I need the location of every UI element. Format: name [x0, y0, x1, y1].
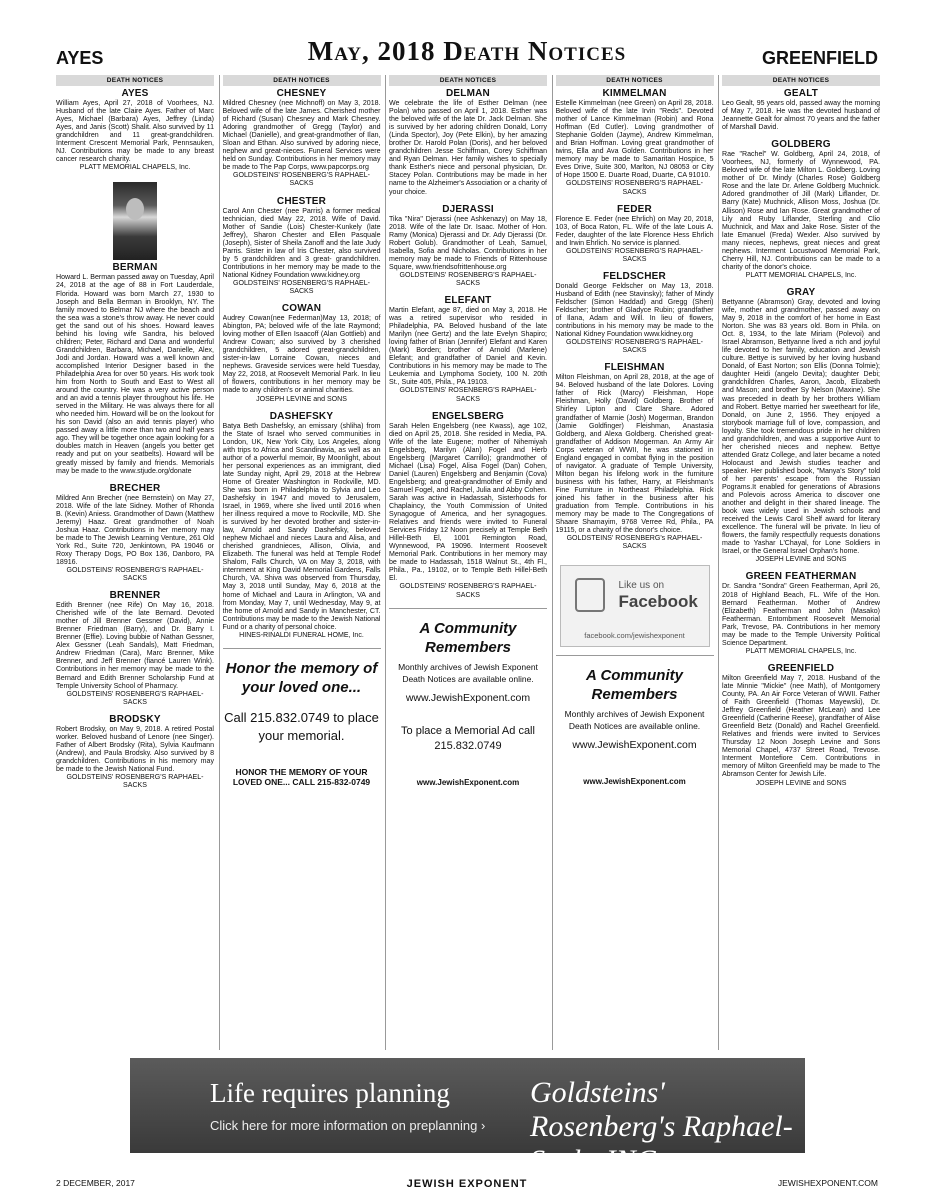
masthead-left-guide: AYES: [56, 48, 104, 68]
death-notice: [722, 287, 880, 565]
promo-call-text: Call 215.832.0749 to place your memorial.: [224, 709, 379, 743]
death-notice: [389, 204, 547, 288]
column-divider: [718, 75, 719, 1050]
funeral-home-signature: JOSEPH LEVINE and SONS: [755, 556, 847, 564]
notice-surname: GEALT: [783, 88, 819, 99]
notice-surname: DELMAN: [446, 88, 490, 99]
notice-body: We celebrate the life of Esther Delman (nee Polan) who passed on April 1, 2018. Esther was the beloved wife of the late Dr. Jack Delman. She is survived by her adoring children Donald, Lorry (Linda Spector), Joy (Pete Elkin), by her amazing brother Dr. Harold Polan (Doris), and her beloved grandchildren Jesse Schiffman, Corey Schiffman and Ryan Delman. Her family wishes to specially thank Esther's niece and personal physician, Dr. Stacey Polan. Contributions may be made in her name to the Alzheimer's Association or a charity of your choice.: [389, 100, 547, 196]
column-divider: [385, 75, 386, 1050]
notice-surname: BRODSKY: [109, 713, 161, 725]
death-notice: [722, 139, 880, 280]
page-title: May, 2018 Death Notices: [307, 36, 627, 66]
funeral-home-signature: GOLDSTEINS' ROSENBERG'S RAPHAEL-SACKS: [399, 271, 537, 287]
notice-body: Rae "Rachel" W. Goldberg, April 24, 2018, of Voorhees, NJ, formerly of Wynnewood, PA. Beloved wife of the late Milton L. Goldberg. Loving mother of Dr. Mindy (Charles Rose) Goldberg Rose and the late Dr. Arlene Goldberg Muchnick. Adored grandmother of Jill (Mark) Liflander, Dr. Barry (Kate) Muchnick, Allison Moss, Joshua (Dr. Allison) Rose and Ian Rose. Great grandmother of Lily and Ruby Liflander, Sterling and Clio Muchnick, and Max and Jake Rose. Sister of the late Emanuel (Freda) Wexler. Also survived by many nieces, nephews, great nieces and great nephews. Interment Locustwood Memorial Park, Cherry Hill, NJ. Contributions can be made to a charity of the donor's choice.: [722, 151, 880, 271]
death-notice: [722, 88, 880, 132]
notice-body: Milton Fleishman, on April 28, 2018, at the age of 94. Beloved husband of the late Dolores. Loving father of Rick (Marcy) Fleishman, Hope Fleishman, Holly (David) Goldberg. Brother of Shirley Lipton and Clare Share. Adored grandfather of Marnie (Josh) Mogerman, Brandon (Jamie Goldfinger) Fleishman, Anastasia Goldberg, and Alexa Goldberg. Cherished great-grandfather of Addison Mogerman. An Army Air Corps veteran of WWII, he was stationed in England engaged in combat flying in the position of navigator. A graduate of Temple University, Milton began his lifelong work in the furniture business with his father, Harry, at Fleishman's Fine Furniture in Northeast Philadelphia. Rick joined his father in the business after his graduation from Temple. Contributions in his memory may be made to The Congregations of Shaare Shamayim, 9768 Verree Rd, Phila., PA 19115, or a charity of the donor's choice.: [555, 374, 714, 535]
notice-body: Tika "Nira" Djerassi (nee Ashkenazy) on May 18, 2018. Wife of the late Dr. Isaac. Mother of Hon. Ramy (Monica) Djerassi and Dr. Ady Djerassi (Dr. Robert Golub). Grandmother of Leah, Samuel, Isabella, Sofia and Nicholas. Contributions in her memory may be made to Friends of Rittenhouse Square, www.friendsofrittenhouse.org: [389, 215, 547, 271]
facebook-like-label: Like us on: [618, 580, 665, 592]
notice-column-4: [556, 75, 714, 1055]
funeral-home-signature: JOSEPH LEVINE and SONS: [256, 395, 347, 403]
page-footer: [56, 1178, 878, 1194]
notice-body: Bettyanne (Abramson) Gray, devoted and loving wife, mother and grandmother, passed away on May 9, 2018 in the comfort of her home in East Norton. She was 83 years old. Born in Phila. on Oct. 8, 1934, to the late Miriam (Polevoi) and Israel Abramson, Bettyanne lived a rich and joyful life devoted to her family, education and Jewish culture. Bettye is survived by her loving husband Donald, of East Norton; son Ellis (Donna Tolmie); daughter Heidi (angelo Devita); daughter Debi; grandchildren Charles, Aaron, Jacob, Elizabeth and Mason; and brother Sy Nelson (Maxine). She was preceded in death by her brothers William and Robert. Bettye married her sweetheart for life, Donald, on June 2, 1956. They enjoyed a storybook marriage full of love, compassion, and loyalty. She took tremendous pride in her children and grandchildren, and was a supportive Aunt to her cherished nieces and nephew. Bettye attended Gratz College, and later became a noted Holocaust and Jewish studies teacher and speaker. Her published book, "Manya's Story" told of her parents' escape from the Russian Pograms.It enabled for generations of Abrasions and Polevois across America to discover one another and delight in their shared lineage. The book was widely used in Jewish schools and received the Lewis Carol Shelf award for literary excellence. The funeral will be private. In lieu of flowers, the family respectfully requests donations made to Yashar L'Chayal, for Lone Soldiers in Israel, or the General Israel Orphan's home.: [722, 298, 880, 556]
notice-body: Robert Brodsky, on May 9, 2018. A retired Postal worker. Beloved husband of Lenore (nee Singer). Father of Albert Brodsky (Rita), Sylvia Kaufmann (Andrew), and Paula Brodsky. Also survived by 8 grandchildren. Contributions in his memory may be made to the Jewish National Fund.: [56, 725, 214, 773]
notice-surname: AYES: [121, 88, 149, 99]
thumbs-up-icon: [575, 578, 605, 612]
notice-surname: GREEN FEATHERMAN: [745, 571, 857, 583]
death-notice: [56, 714, 214, 790]
column-divider: [219, 75, 220, 1050]
notice-body: Sarah Helen Engelsberg (nee Kwass), age 102, died on April 25, 2018. She resided in Media, PA. Wife of the late Eugene; mother of Nihemiyah Engelsberg, Marilyn (Alan) Fogel and Herb Engelsberg (Margaret Carrillo); grandmother of Michael (Lisa) Fogel, Alisa Fogel (Dan) Cohen, Daniel (Lauren) Engelsberg and Benjamin (Cova) Engelsberg; and great-grandmother of Emily and Samuel Fogel, and Rachel, Julia and Abby Cohen. Sarah was active in Hadassah, Sisterhoods for Chaplaincy, the Youth Commission of United Synagogue of America, and her synagogues. Relatives and friends were invited to Funeral Services Friday 12 Noon precisely at Temple Beth Hillel-Beth El, 1001 Remington Road, Wynnewood, PA 19096. Interment Roosevelt Memorial Park. Contributions in her memory may be made to Hadassah, 1518 Walnut St., 4th Fl., Phila., Pa., 19102, or to Temple Beth Hillel-Beth El.: [389, 422, 547, 583]
notice-surname: GRAY: [786, 286, 816, 298]
notice-body: Mildred Ann Brecher (nee Bernstein) on May 27, 2018. Wife of the late Sidney. Mother of Rhonda B. (Kevin) Aniess. Grandmother of Dawn (Matthew Jeremy) Haaz. Great grandmother of Noah Joshua Haaz. Contributions in her memory may be made to The Jewish Learning Venture, 261 Old York Rd., Suite 720, Jenkintown, PA 19046 or Roxy Therapy Dogs, PO Box 136, Danboro, PA 18916.: [56, 494, 214, 566]
promo-footer-text: HONOR THE MEMORY OF YOUR LOVED ONE... CALL 215-832-0749: [232, 766, 371, 787]
death-notice: [56, 182, 214, 475]
notice-surname: ELEFANT: [444, 294, 492, 306]
notice-body: Leo Gealt, 95 years old, passed away the morning of May 7, 2018. He was the devoted husband of Jeannette Gealt for almost 70 years and the father of Marshall David.: [722, 100, 880, 132]
column-header: DEATH NOTICES: [56, 75, 214, 86]
death-notice: [223, 196, 381, 297]
portrait-photo: [113, 182, 157, 260]
notice-body: Howard L. Berman passed away on Tuesday, April 24, 2018 at the age of 88 in Fort Lauderdale, Florida. Howard was born March 27, 1930 to Joseph and Bella Berman in Brooklyn, NY. The family moved to Belmar NJ where the beach and the sea was a stone's throw away. He never could get the sand out of his shoes. Howard leaves behind his loving wife Sandra, his beloved children; Peter, Richard and Dana and wonderful Grandchildren, Barbara, Michael, Danielle, Alex, Jodi and Jordan. Howard was a well known and accomplished Interior Designer based in the Philadelphia Area for over 50 years. His work took him from North to South and East to West all around the country. He was a very active person and an avid a tennis player throughout his life. He served in the Military. He was always there for all who needed him. Howard will be on the lookout for his son David (also an avid tennis player) who passed away a little more than two and half years ago. They will be together once again looking for a doubles match in Heaven (angels you better get ready and put on your seatbelts). Howard will be greatly missed by family and friends. Memorials may be made to the www.stjude.org/donate: [56, 274, 214, 475]
notice-body: Carol Ann Chester (nee Parris) a former medical technician, died May 22, 2018. Wife of David. Mother of Sandie (Lois) Chester-Kunkely (late Jeffrey), Sharon Chester and Ellen Pasquale (Joseph), Sister of Sheila Zanoff and the late Judy Parris. Sister in law of Iris Chester, also survived by 5 grandchildren and 3 great- grandchildren. Contributions in her memory may be made to the National Kidney Foundation www.kidney.org: [222, 207, 381, 279]
death-notice: [722, 571, 880, 655]
funeral-home-signature: GOLDSTEINS' ROSENBERG'S RAPHAEL-SACKS: [66, 774, 204, 790]
death-notice: [556, 271, 714, 355]
notice-body: Martin Elefant, age 87, died on May 3, 2018. He was a retired supervisor who resided in Philadelphia, PA. Beloved husband of the late Marilyn (nee Gertz) and the late Evelyn Shapiro; loving father of Brian (Jennifer) Elefant and Karen (Mark) Borden; brother of Arnold (Marlene) Elefant; and grandfather of Daniel and Kevin. Contributions in his memory may be made to The Leukemia and Lymphoma Society, 100 N. 20th St., Suite 405, Phila., PA 19103.: [389, 306, 547, 387]
banner-headline: Life requires planning: [210, 1078, 450, 1108]
notice-body: Estelle Kimmelman (nee Green) on April 28, 2018. Beloved wife of the late Irvin "Reds". Devoted mother of Lance Kimmelman (Robin) and Rona Hoffman (Ed Cutler). Loving grandmother of Stephanie Golden (Jayme), Andrew Kimmelman, and Brian Hoffman. Loving great grandmother of twins, Ella and Ava Golden. Contributions in her memory may be made to Samaritan Hospice, 5 Eves Drive, Suite 300, Marlton, NJ 08053 or City of Hope 1500 E. Duarte Road, Duarte, CA 91010.: [555, 100, 714, 180]
notice-surname: FELDSCHER: [603, 270, 666, 282]
notice-column-3: [389, 75, 547, 1055]
funeral-home-signature: HINES-RINALDI FUNERAL HOME, Inc.: [239, 631, 364, 639]
promo-headline: A Community Remembers: [419, 619, 517, 656]
death-notice: [223, 411, 381, 640]
column-divider: [552, 75, 553, 1050]
memorial-promo-box: [556, 655, 714, 786]
promo-website-link[interactable]: www.JewishExponent.com: [572, 739, 697, 752]
death-notice: [556, 362, 714, 551]
funeral-home-signature: GOLDSTEINS' ROSENBERG'S RAPHAEL-SACKS: [232, 172, 370, 188]
promo-headline: A Community Remembers: [586, 667, 683, 704]
notice-surname: GREENFIELD: [767, 662, 835, 674]
death-notice: [389, 295, 547, 404]
funeral-home-signature: PLATT MEMORIAL CHAPELS, Inc.: [79, 164, 191, 172]
notice-surname: BRENNER: [109, 590, 161, 602]
funeral-home-signature: GOLDSTEINS' ROSENBERG'S RAPHAEL-SACKS: [565, 247, 703, 263]
death-notice: [722, 663, 880, 788]
funeral-home-signature: JOSEPH LEVINE and SONS: [755, 779, 847, 787]
footer-publication: JEWISH EXPONENT: [406, 1178, 528, 1190]
notice-body: Florence E. Feder (nee Ehrlich) on May 20, 2018, 103, of Boca Raton, FL. Wife of the late Louis A. Feder, daughter of the late Florence Hess Ehrlich and Irwin Ehrlich. No service is planned.: [555, 215, 714, 247]
funeral-home-logo: Goldsteins' Rosenberg's Raphael-Sacks INC.: [530, 1076, 793, 1177]
notice-body: Milton Greenfield May 7, 2018. Husband of the late Minnie "Mickie" (nee Math), of Montgomery County, PA. An Air Force Veteran of WWII. Father of Faith Greenfield (Thomas Mayewski), Dr. Jeffrey Greenfield (Heather McLean) and Lee Greenfield (Catherine Reese), grandfather of Alise Greenfield Betz (Donald) and Rachel Greenfield. Relatives and friends were invited to Services Thursday 12 Noon Joseph Levine and Sons Memorial Chapel, 4737 Street Road, Trevose. Interment Montefiore Cem. Contributions in memory of Milton Greenfield may be made to The Abramson Center for Jewish Life.: [722, 674, 880, 779]
notice-surname: GOLDBERG: [771, 139, 831, 151]
death-notice: [389, 411, 547, 600]
masthead-right-guide: GREENFIELD: [761, 48, 878, 68]
notice-body: William Ayes, April 27, 2018 of Voorhees, NJ. Husband of the late Claire Ayes. Father of Marc Ayes, Michael (Barbara) Ayes, Jeffrey (Linda) Ayes, and Janis (Scott) Shalit. Also survived by 11 grandchildren and 11 great-grandchildren. Interment Crescent Memorial Park, Pennsauken, NJ. Contributions may be made to any breast cancer research charity.: [56, 100, 214, 164]
facebook-wordmark: Facebook: [618, 592, 698, 612]
promo-call-text: To place a Memorial Ad call 215.832.0749: [401, 724, 535, 752]
notice-surname: FEDER: [617, 203, 652, 215]
funeral-home-signature: PLATT MEMORIAL CHAPELS, Inc.: [745, 647, 857, 655]
preplanning-banner-ad[interactable]: [130, 1058, 805, 1177]
death-notice: [556, 204, 714, 264]
notice-surname: FLEISHMAN: [604, 362, 665, 374]
notice-body: Donald George Feldscher on May 13, 2018. Husband of Edith (nee Stavinsky); father of Mindy Feldscher (Simon Haddad) and Gregg (Sheri) Feldscher; brother of Gladyce Rubin; grandfather of Ilana, Adam and Will. In lieu of flowers, contributions in his memory may be made to the National Kidney Foundation www.kidney.org: [555, 282, 714, 339]
promo-website-link[interactable]: www.JewishExponent.com: [405, 691, 531, 704]
funeral-home-signature: PLATT MEMORIAL CHAPELS, Inc.: [745, 271, 857, 279]
death-notice: [56, 590, 214, 707]
notice-surname: CHESNEY: [276, 88, 327, 99]
memorial-promo-box: [223, 648, 381, 787]
notice-surname: KIMMELMAN: [602, 88, 667, 99]
notice-surname: ENGELSBERG: [431, 410, 504, 422]
death-notice: [556, 88, 714, 197]
funeral-home-signature: GOLDSTEINS' ROSENBERG'S RAPHAEL-SACKS: [399, 387, 537, 403]
column-header: DEATH NOTICES: [556, 75, 714, 86]
notice-body: Audrey Cowan(nee Federman)May 13, 2018; of Abington, PA; beloved wife of the late Raymond; loving mother of Ellen Isaacoff (Alan Gottlieb) and Andrew Cowan; also survived by 3 cherished grandchildren, 5 adored great-grandchildren, sister-in-law Lorraine Cowan, nieces and nephews. Graveside services were held Tuesday, May 22, 2018, at Roosevelt Memorial Park. In lieu of flowers, contributions in her memory may be made to any children's or animal charities.: [222, 315, 381, 395]
notice-surname: COWAN: [281, 303, 322, 315]
promo-footer-link[interactable]: www.JewishExponent.com: [583, 777, 686, 787]
promo-subtext: Monthly archives of Jewish Exponent Death Notices are available online.: [398, 661, 538, 684]
notice-column-1: [56, 75, 214, 1055]
death-notice: [389, 88, 547, 197]
funeral-home-signature: GOLDSTEINS' ROSENBERG's RAPHAEL-SACKS: [566, 535, 703, 551]
death-notice: [56, 88, 214, 172]
facebook-url[interactable]: facebook.com/jewishexponent: [584, 631, 685, 641]
notice-column-2: [223, 75, 381, 1055]
funeral-home-signature: GOLDSTEINS' ROSENBERG'S RAPHAEL-SACKS: [565, 339, 703, 355]
masthead: [56, 36, 878, 72]
funeral-home-signature: GOLDSTEINS' ROSENBERG'S RAPHAEL-SACKS: [66, 567, 204, 583]
footer-website-link[interactable]: JEWISHEXPONENT.COM: [777, 1178, 878, 1188]
funeral-home-signature: GOLDSTEINS' ROSENBERG'S RAPHAEL-SACKS: [565, 180, 703, 196]
promo-headline: Honor the memory of your loved one...: [225, 659, 378, 696]
notice-column-5: [722, 75, 880, 1055]
death-notice: [223, 88, 381, 189]
notice-body: Dr. Sandra "Sondra" Green Featherman, April 26, 2018 of Highland Beach, FL. Wife of the Hon. Bernard Featherman. Mother of Andrew (Elizabeth) Featherman and John (Masako) Featherman. Entombment Roosevelt Memorial Park, Trevose, PA. Contributions in her memory may be made to the Temple University Political Science Department.: [722, 583, 880, 647]
notice-body: Edith Brenner (nee Rife) On May 16, 2018. Cherished wife of the late Bernard. Devoted mother of Jill Brenner Gessner (David), Annie Brenner Friedman (Barry), and Dr. Barry I. Brenner (Effie). Loving bubbie of Nathan Gessner, Alex Gessner (Leah Sandals), Matt Friedman, Andrew Friedman (Cara), Marc Brenner, Mike Brenner, and Jeff Brenner (fiancé Lauren Wink). Contributions in her memory may be made to the Bernard and Edith Brenner Scholarship Fund at Temple University School of Pharmacy.: [56, 602, 214, 690]
column-header: DEATH NOTICES: [722, 75, 880, 86]
funeral-home-signature: GOLDSTEINS' ROSENBERG'S RAPHAEL-SACKS: [399, 583, 537, 599]
footer-page-date: 2 DECEMBER, 2017: [56, 1178, 135, 1188]
notice-columns: [56, 75, 878, 1055]
notice-body: Batya Beth Dashefsky, an emissary (shliha) from the State of Israel who served communities in London, UK, New York City, Los Angeles, along with trips to Africa and Scandinavia, as well as an author of a powerful memoir, By Moonlight, about her personal experiences as an immigrant, died late Sunday night, April 29, 2018 at the Hebrew Home of Greater Washington in Rockville, MD. She was born in Philadelphia to Sylvia and Leo Dashefsky in 1947 and moved to Jerusalem, Israel, in 1969, where she lived until 2016 when her illness required a move to Rockville, MD. She is survived by her devoted brother and sister-in-law, Arnold and Sandy Dashefsky, beloved nephew Michael and nieces Laura and Alisa, and cherished grandnieces, Allison, Olivia, and Elizabeth. The funeral was held at Temple Rodef Shalom, Falls Church, VA on May 3, 2018, with internment at King David Memorial Gardens, Falls Church, VA. Shiva was observed from Thursday, May 3, 2018 until Sunday, May 6, 2018 at the home of Michael and Laura in Arlington, VA and from Monday, May 7, until Wednesday, May 9, at the home of Arnold and Sandy in Manchester, CT. Contributions may be made to the Jewish National Fund or a charity of personal choice.: [222, 422, 381, 631]
facebook-like-badge[interactable]: [560, 565, 710, 647]
promo-footer-link[interactable]: www.JewishExponent.com: [416, 777, 520, 787]
funeral-home-signature: GOLDSTEINS' ROSENBERG'S RAPHAEL-SACKS: [66, 690, 204, 706]
banner-cta-link[interactable]: Click here for more information on preplanning ›: [210, 1118, 486, 1133]
death-notice: [223, 303, 381, 404]
notice-surname: BRECHER: [109, 482, 161, 494]
column-header: DEATH NOTICES: [389, 75, 547, 86]
notice-surname: DJERASSI: [442, 203, 494, 215]
death-notice: [56, 483, 214, 584]
notice-surname: BERMAN: [112, 262, 158, 274]
notice-surname: DASHEFSKY: [269, 410, 334, 422]
column-header: DEATH NOTICES: [223, 75, 381, 86]
memorial-promo-box: [389, 608, 547, 787]
notice-body: Mildred Chesney (nee Michnoff) on May 3, 2018. Beloved wife of the late James. Cherished mother of Richard (Susan) Chesney and Mark Chesney. Adoring grandmother of Gregg (Taylor) and Michael (Danielle), and great-grandmother of Ilan, Sloan and Ethan. Also survived by adoring niece, nephew and great-nieces. Funeral Services were held on Sunday. Contributions in her memory may be made to The Pap Corps, www.papcorps.org: [222, 100, 381, 172]
promo-subtext: Monthly archives of Jewish Exponent Death Notices are available online.: [564, 709, 705, 732]
funeral-home-signature: GOLDSTEINS' ROSENBERG'S RAPHAEL-SACKS: [232, 279, 370, 295]
notice-surname: CHESTER: [276, 195, 327, 207]
